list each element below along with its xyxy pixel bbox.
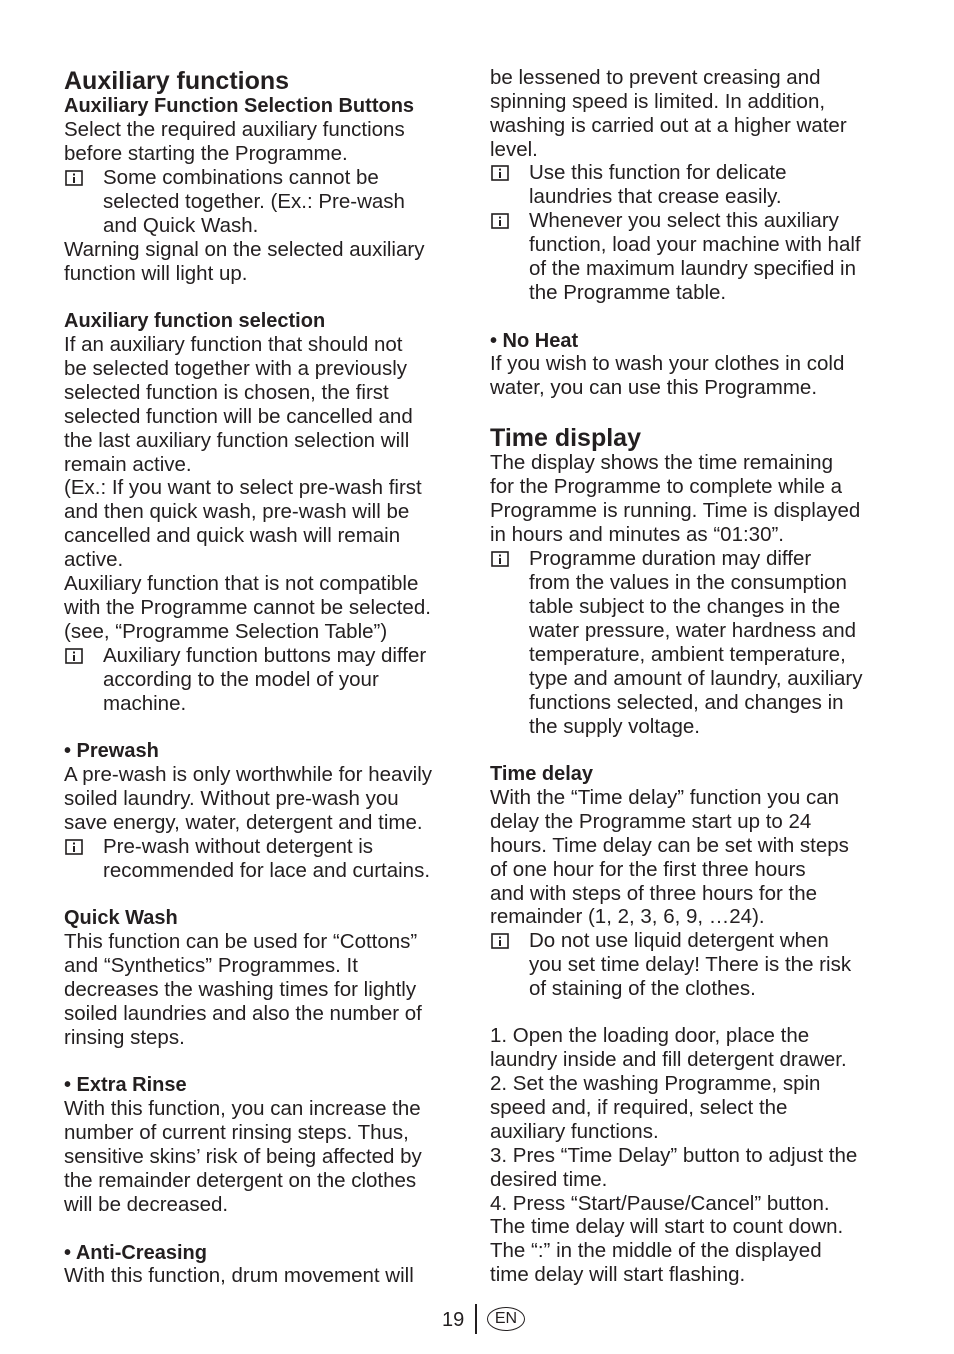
note-line: from the values in the consumption [529, 571, 847, 594]
body-line: If you wish to wash your clothes in cold [490, 352, 845, 375]
info-icon [491, 933, 509, 949]
note-line: Do not use liquid detergent when [529, 929, 829, 952]
step-line: laundry inside and fill detergent drawer. [490, 1048, 847, 1071]
step-line: desired time. [490, 1168, 608, 1191]
step-line: 1. Open the loading door, place the [490, 1024, 810, 1047]
note-line: functions selected, and changes in [529, 691, 844, 714]
subheading: Quick Wash [64, 907, 178, 929]
body-line: water, you can use this Programme. [490, 376, 818, 399]
body-line: and with steps of three hours for the [490, 882, 818, 905]
page-number: 19 [442, 1309, 465, 1331]
body-line: This function can be used for “Cottons” [64, 930, 418, 953]
body-line: Programme is running. Time is displayed [490, 499, 861, 522]
step-line: 3. Pres “Time Delay” button to adjust the [490, 1144, 858, 1167]
note-line: the supply voltage. [529, 715, 700, 738]
warning-line: function will light up. [64, 262, 248, 285]
body-line: (Ex.: If you want to select pre-wash first [64, 476, 422, 499]
step-line: time delay will start flashing. [490, 1263, 746, 1286]
info-icon [491, 165, 509, 181]
body-line: decreases the washing times for lightly [64, 978, 417, 1001]
body-line: sensitive skins’ risk of being affected by [64, 1145, 422, 1168]
body-line: selected function is chosen, the first [64, 381, 389, 404]
note-line: you set time delay! There is the risk [529, 953, 852, 976]
body-line: active. [64, 548, 124, 571]
body-line: If an auxiliary function that should not [64, 333, 403, 356]
note-line: table subject to the changes in the [529, 595, 841, 618]
info-icon [65, 839, 83, 855]
intro-line: before starting the Programme. [64, 142, 348, 165]
body-line: the last auxiliary function selection will [64, 429, 410, 452]
info-icon [491, 213, 509, 229]
body-line: and “Synthetics” Programmes. It [64, 954, 358, 977]
body-line: be selected together with a previously [64, 357, 408, 380]
step-line: 2. Set the washing Programme, spin [490, 1072, 821, 1095]
note-line: Use this function for delicate [529, 161, 787, 184]
body-line: for the Programme to complete while a [490, 475, 843, 498]
body-line: soiled laundries and also the number of [64, 1002, 422, 1025]
body-line: be lessened to prevent creasing and [490, 66, 821, 89]
subheading: Auxiliary Function Selection Buttons [64, 95, 415, 117]
section-title: Auxiliary functions [64, 67, 290, 95]
body-line: rinsing steps. [64, 1026, 185, 1049]
body-line: (see, “Programme Selection Table”) [64, 620, 388, 643]
body-line: save energy, water, detergent and time. [64, 811, 423, 834]
step-line: 4. Press “Start/Pause/Cancel” button. [490, 1192, 830, 1215]
body-line: number of current rinsing steps. Thus, [64, 1121, 409, 1144]
note-line: water pressure, water hardness and [529, 619, 857, 642]
note-line: Whenever you select this auxiliary [529, 209, 839, 232]
step-line: speed and, if required, select the [490, 1096, 788, 1119]
note-line: the Programme table. [529, 281, 727, 304]
note-line: type and amount of laundry, auxiliary [529, 667, 863, 690]
body-line: will be decreased. [64, 1193, 229, 1216]
note-line: of staining of the clothes. [529, 977, 756, 1000]
body-line: cancelled and quick wash will remain [64, 524, 401, 547]
step-line: auxiliary functions. [490, 1120, 659, 1143]
subheading: Auxiliary function selection [64, 310, 326, 332]
body-line: with the Programme cannot be selected. [64, 596, 431, 619]
body-line: washing is carried out at a higher water [490, 114, 847, 137]
info-icon [65, 648, 83, 664]
subheading: Time delay [490, 763, 594, 785]
body-line: the remainder detergent on the clothes [64, 1169, 417, 1192]
step-line: The time delay will start to count down. [490, 1215, 844, 1238]
subheading: • Extra Rinse [64, 1074, 187, 1096]
note-line: recommended for lace and curtains. [103, 859, 431, 882]
note-line: of the maximum laundry specified in [529, 257, 857, 280]
note-line: machine. [103, 692, 187, 715]
body-line: With this function, drum movement will [64, 1264, 414, 1287]
note-line: laundries that crease easily. [529, 185, 782, 208]
note-line: Some combinations cannot be [103, 166, 379, 189]
intro-line: Select the required auxiliary functions [64, 118, 405, 141]
body-line: remainder (1, 2, 3, 6, 9, …24). [490, 905, 765, 928]
note-line: function, load your machine with half [529, 233, 861, 256]
subheading: • No Heat [490, 330, 579, 352]
body-line: remain active. [64, 453, 192, 476]
body-line: A pre-wash is only worthwhile for heavily [64, 763, 433, 786]
body-line: of one hour for the first three hours [490, 858, 806, 881]
body-line: soiled laundry. Without pre-wash you [64, 787, 399, 810]
body-line: selected function will be cancelled and [64, 405, 413, 428]
body-line: With this function, you can increase the [64, 1097, 421, 1120]
info-icon [491, 551, 509, 567]
subheading: • Prewash [64, 740, 159, 762]
body-line: level. [490, 138, 538, 161]
footer-divider [475, 1304, 477, 1334]
body-line: With the “Time delay” function you can [490, 786, 840, 809]
warning-line: Warning signal on the selected auxiliary [64, 238, 425, 261]
info-icon [65, 170, 83, 186]
body-line: delay the Programme start up to 24 [490, 810, 812, 833]
body-line: and then quick wash, pre-wash will be [64, 500, 410, 523]
note-line: Programme duration may differ [529, 547, 812, 570]
body-line: Auxiliary function that is not compatible [64, 572, 419, 595]
body-line: The display shows the time remaining [490, 451, 833, 474]
body-line: spinning speed is limited. In addition, [490, 90, 826, 113]
step-line: The “:” in the middle of the displayed [490, 1239, 822, 1262]
note-line: selected together. (Ex.: Pre-wash [103, 190, 405, 213]
language-badge: EN [487, 1307, 525, 1331]
body-line: in hours and minutes as “01:30”. [490, 523, 784, 546]
note-line: according to the model of your [103, 668, 379, 691]
note-line: temperature, ambient temperature, [529, 643, 846, 666]
note-line: and Quick Wash. [103, 214, 259, 237]
section-title: Time display [490, 424, 641, 452]
note-line: Pre-wash without detergent is [103, 835, 374, 858]
note-line: Auxiliary function buttons may differ [103, 644, 427, 667]
subheading: • Anti-Creasing [64, 1242, 207, 1264]
body-line: hours. Time delay can be set with steps [490, 834, 849, 857]
